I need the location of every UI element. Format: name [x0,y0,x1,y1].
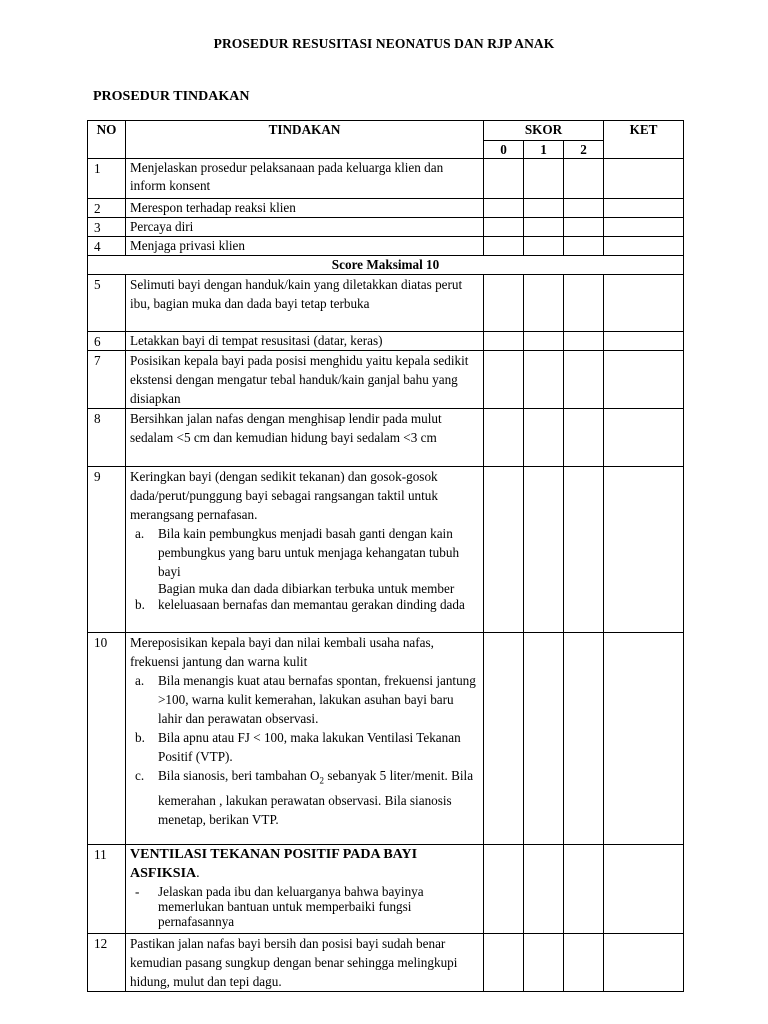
row-tindakan: Percaya diri [126,218,484,237]
score-cell-2[interactable] [564,218,604,237]
table-row [88,332,684,351]
row-number: 10 [88,633,126,845]
row-tindakan-main: Mereposisikan kepala bayi dan nilai kembali usaha nafas, frekuensi jantung dan warna kulit [130,635,434,669]
score-cell-1[interactable] [524,467,564,633]
section-score-max: Score Maksimal 10 [88,256,684,275]
table-row [88,159,684,199]
score-cell-0[interactable] [484,199,524,218]
list-item-text: Bila kain pembungkus menjadi basah ganti dengan kain pembungkus yang baru untuk menjaga kehangatan tubuh bayi [158,526,460,579]
procedure-table [87,120,684,992]
row-tindakan [126,845,484,934]
header-skor-2: 2 [564,141,604,159]
score-cell-2[interactable] [564,467,604,633]
table-row [88,237,684,256]
score-cell-2[interactable] [564,934,604,992]
list-item [130,766,479,829]
score-cell-1[interactable] [524,934,564,992]
score-cell-2[interactable] [564,332,604,351]
sub-list [130,524,479,613]
score-cell-2[interactable] [564,845,604,934]
score-cell-0[interactable] [484,467,524,633]
score-cell-0[interactable] [484,934,524,992]
score-cell-0[interactable] [484,845,524,934]
list-item-text: Bagian muka dan dada dibiarkan terbuka untuk member keleluasaan bernafas dan memantau gerakan dinding dada [158,581,465,612]
sub-list [130,671,479,829]
c-text-post: sebanyak 5 liter/menit. Bila kemerahan , lakukan perawatan observasi. Bila sianosis menetap, berikan VTP. [158,768,474,827]
table-row [88,845,684,934]
list-item [130,728,479,766]
row-tindakan: Pastikan jalan nafas bayi bersih dan posisi bayi sudah benar kemudian pasang sungkup dengan benar sehingga melingkupi hidung, mulut dan tepi dagu. [126,934,484,992]
ket-cell[interactable] [604,159,684,199]
ket-cell[interactable] [604,332,684,351]
score-cell-1[interactable] [524,845,564,934]
table-row [88,351,684,409]
row-tindakan: Merespon terhadap reaksi klien [126,199,484,218]
ket-cell[interactable] [604,845,684,934]
score-cell-1[interactable] [524,218,564,237]
row-tindakan: Letakkan bayi di tempat resusitasi (datar, keras) [126,332,484,351]
row-number: 3 [88,218,126,237]
list-item-text: Bila menangis kuat atau bernafas spontan, frekuensi jantung >100, warna kulit kemerahan, lakukan asuhan bayi baru lahir dan perawatan observasi. [158,673,476,726]
ket-cell[interactable] [604,467,684,633]
score-cell-1[interactable] [524,409,564,467]
header-skor: SKOR [484,121,604,141]
c-text-pre: Bila sianosis, beri tambahan O [158,768,320,783]
ket-cell[interactable] [604,275,684,332]
list-item-text [158,768,473,827]
score-cell-0[interactable] [484,332,524,351]
table-row [88,934,684,992]
list-marker: a. [135,673,145,688]
score-cell-2[interactable] [564,633,604,845]
row-number: 11 [88,845,126,934]
header-no: NO [88,121,126,159]
list-item [130,884,479,929]
row-number: 1 [88,159,126,199]
row-tindakan: Bersihkan jalan nafas dengan menghisap lendir pada mulut sedalam <5 cm dan kemudian hidung bayi sedalam <3 cm [126,409,484,467]
score-cell-1[interactable] [524,332,564,351]
list-item [130,581,479,613]
score-cell-0[interactable] [484,275,524,332]
ket-cell[interactable] [604,351,684,409]
score-cell-2[interactable] [564,199,604,218]
score-cell-1[interactable] [524,275,564,332]
ket-cell[interactable] [604,633,684,845]
row-number: 6 [88,332,126,351]
list-item-text: Bila apnu atau FJ < 100, maka lakukan Ventilasi Tekanan Positif (VTP). [158,730,461,764]
row-tindakan [126,633,484,845]
list-marker: - [135,884,140,899]
table-row [88,467,684,633]
score-cell-2[interactable] [564,159,604,199]
score-cell-0[interactable] [484,409,524,467]
table-row [88,256,684,275]
ket-cell[interactable] [604,409,684,467]
row-tindakan [126,467,484,633]
header-skor-0: 0 [484,141,524,159]
score-cell-2[interactable] [564,237,604,256]
document-title: PROSEDUR RESUSITASI NEONATUS DAN RJP ANAK [213,36,555,51]
header-skor-1: 1 [524,141,564,159]
score-cell-2[interactable] [564,275,604,332]
row-number: 8 [88,409,126,467]
row-number: 7 [88,351,126,409]
row-tindakan-heading [130,845,479,883]
table-row [88,199,684,218]
ket-cell[interactable] [604,199,684,218]
header-ket: KET [604,121,684,159]
table-row [88,633,684,845]
header-tindakan: TINDAKAN [126,121,484,159]
score-cell-1[interactable] [524,351,564,409]
table-row [88,275,684,332]
oxygen-subscript: 2 [319,775,325,786]
row-number: 12 [88,934,126,992]
table-row [88,409,684,467]
row-tindakan-main: Keringkan bayi (dengan sedikit tekanan) dan gosok-gosok dada/perut/punggung bayi sebagai rangsangan taktil untuk merangsang pernafasan. [130,469,438,522]
score-cell-0[interactable] [484,237,524,256]
row-number: 5 [88,275,126,332]
row-tindakan: Menjelaskan prosedur pelaksanaan pada keluarga klien dan inform konsent [126,159,484,199]
score-cell-0[interactable] [484,218,524,237]
score-cell-1[interactable] [524,199,564,218]
section-heading: PROSEDUR TINDAKAN [93,89,250,104]
list-marker: c. [135,768,145,783]
vtp-heading: VENTILASI TEKANAN POSITIF PADA BAYI ASFIKSIA [130,847,418,881]
ket-cell[interactable] [604,218,684,237]
score-cell-0[interactable] [484,351,524,409]
score-cell-2[interactable] [564,351,604,409]
score-cell-1[interactable] [524,633,564,845]
list-marker: b. [135,597,145,612]
ket-cell[interactable] [604,237,684,256]
ket-cell[interactable] [604,934,684,992]
list-item-text: Jelaskan pada ibu dan keluarganya bahwa bayinya memerlukan bantuan untuk memperbaiki fungsi pernafasannya [158,884,424,929]
score-cell-0[interactable] [484,633,524,845]
score-cell-1[interactable] [524,159,564,199]
score-cell-2[interactable] [564,409,604,467]
row-number: 9 [88,467,126,633]
row-tindakan: Menjaga privasi klien [126,237,484,256]
list-item [130,524,479,581]
score-cell-1[interactable] [524,237,564,256]
list-item [130,671,479,728]
row-tindakan: Posisikan kepala bayi pada posisi menghidu yaitu kepala sedikit ekstensi dengan mengatur tebal handuk/kain ganjal bahu yang disiapkan [126,351,484,409]
row-number: 2 [88,199,126,218]
score-cell-0[interactable] [484,159,524,199]
row-tindakan: Selimuti bayi dengan handuk/kain yang diletakkan diatas perut ibu, bagian muka dan dada bayi tetap terbuka [126,275,484,332]
row-number: 4 [88,237,126,256]
list-marker: b. [135,730,145,745]
list-marker: a. [135,526,145,541]
vtp-heading-suffix: . [196,866,200,881]
table-row [88,218,684,237]
